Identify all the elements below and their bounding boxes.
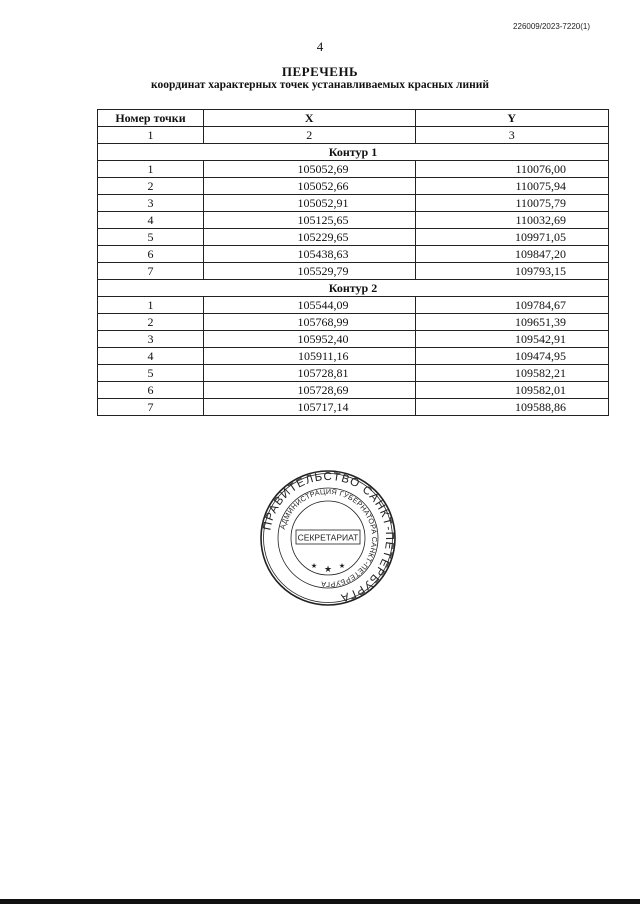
table-row (98, 178, 609, 195)
official-seal (258, 468, 398, 608)
x-coordinate-cell: 105544,09 (203, 297, 415, 314)
x-coordinate-cell: 105125,65 (203, 212, 415, 229)
x-coordinate-cell: 105728,69 (203, 382, 415, 399)
seal-center-text: СЕКРЕТАРИАТ (297, 532, 359, 543)
column-index: 2 (203, 127, 415, 144)
y-coordinate-cell: 109542,91 (415, 331, 609, 348)
table-row (98, 229, 609, 246)
y-coordinate-cell: 109793,15 (415, 263, 609, 280)
header-point-number: Номер точки (98, 110, 204, 127)
x-coordinate-cell: 105229,65 (203, 229, 415, 246)
contour-label: Контур 1 (98, 144, 609, 161)
point-number-cell: 6 (98, 246, 204, 263)
table-row (98, 365, 609, 382)
table-row (98, 314, 609, 331)
x-coordinate-cell: 105052,69 (203, 161, 415, 178)
point-number-cell: 1 (98, 297, 204, 314)
table-row (98, 348, 609, 365)
y-coordinate-cell: 110075,79 (415, 195, 609, 212)
y-coordinate-cell: 109588,86 (415, 399, 609, 416)
table-row (98, 195, 609, 212)
table-row (98, 297, 609, 314)
contour-header-row (98, 144, 609, 161)
point-number-cell: 3 (98, 195, 204, 212)
point-number-cell: 3 (98, 331, 204, 348)
x-coordinate-cell: 105052,66 (203, 178, 415, 195)
header-y: Y (415, 110, 609, 127)
x-coordinate-cell: 105717,14 (203, 399, 415, 416)
column-index: 3 (415, 127, 609, 144)
column-index-row (98, 127, 609, 144)
page-number: 4 (316, 39, 324, 54)
x-coordinate-cell: 105052,91 (203, 195, 415, 212)
scan-bottom-edge (0, 899, 640, 904)
x-coordinate-cell: 105768,99 (203, 314, 415, 331)
y-coordinate-cell: 109582,01 (415, 382, 609, 399)
x-coordinate-cell: 105911,16 (203, 348, 415, 365)
point-number-cell: 6 (98, 382, 204, 399)
table-row (98, 161, 609, 178)
point-number-cell: 2 (98, 314, 204, 331)
y-coordinate-cell: 109784,67 (415, 297, 609, 314)
y-coordinate-cell: 109847,20 (415, 246, 609, 263)
y-coordinate-cell: 110075,94 (415, 178, 609, 195)
table-row (98, 263, 609, 280)
table-header-row (98, 110, 609, 127)
table-row (98, 212, 609, 229)
seal-star-icon: ★ (310, 562, 318, 570)
point-number-cell: 4 (98, 212, 204, 229)
point-number-cell: 7 (98, 263, 204, 280)
table-row (98, 382, 609, 399)
point-number-cell: 4 (98, 348, 204, 365)
coordinates-table (97, 109, 609, 416)
table-row (98, 399, 609, 416)
point-number-cell: 5 (98, 365, 204, 382)
column-index: 1 (98, 127, 204, 144)
seal-star-icon: ★ (323, 565, 333, 575)
y-coordinate-cell: 110032,69 (415, 212, 609, 229)
seal-star-icon: ★ (338, 562, 346, 570)
point-number-cell: 2 (98, 178, 204, 195)
x-coordinate-cell: 105529,79 (203, 263, 415, 280)
table-body (98, 127, 609, 416)
document-title: ПЕРЕЧЕНЬ (281, 64, 359, 79)
header-x: X (203, 110, 415, 127)
y-coordinate-cell: 110076,00 (415, 161, 609, 178)
contour-label: Контур 2 (98, 280, 609, 297)
x-coordinate-cell: 105438,63 (203, 246, 415, 263)
table-row (98, 331, 609, 348)
y-coordinate-cell: 109582,21 (415, 365, 609, 382)
registration-number: 226009/2023-7220(1) (513, 22, 590, 31)
y-coordinate-cell: 109651,39 (415, 314, 609, 331)
seal-outer-text-path: ПРАВИТЕЛЬСТВО САНКТ-ПЕТЕРБУРГА (261, 470, 396, 604)
x-coordinate-cell: 105952,40 (203, 331, 415, 348)
point-number-cell: 1 (98, 161, 204, 178)
document-subtitle: координат характерных точек устанавливаемых красных линий (151, 79, 489, 91)
point-number-cell: 7 (98, 399, 204, 416)
point-number-cell: 5 (98, 229, 204, 246)
table-row (98, 246, 609, 263)
contour-header-row (98, 280, 609, 297)
y-coordinate-cell: 109474,95 (415, 348, 609, 365)
seal-inner-text-path: АДМИНИСТРАЦИЯ ГУБЕРНАТОРА САНКТ-ПЕТЕРБУРГА (277, 486, 380, 590)
y-coordinate-cell: 109971,05 (415, 229, 609, 246)
x-coordinate-cell: 105728,81 (203, 365, 415, 382)
